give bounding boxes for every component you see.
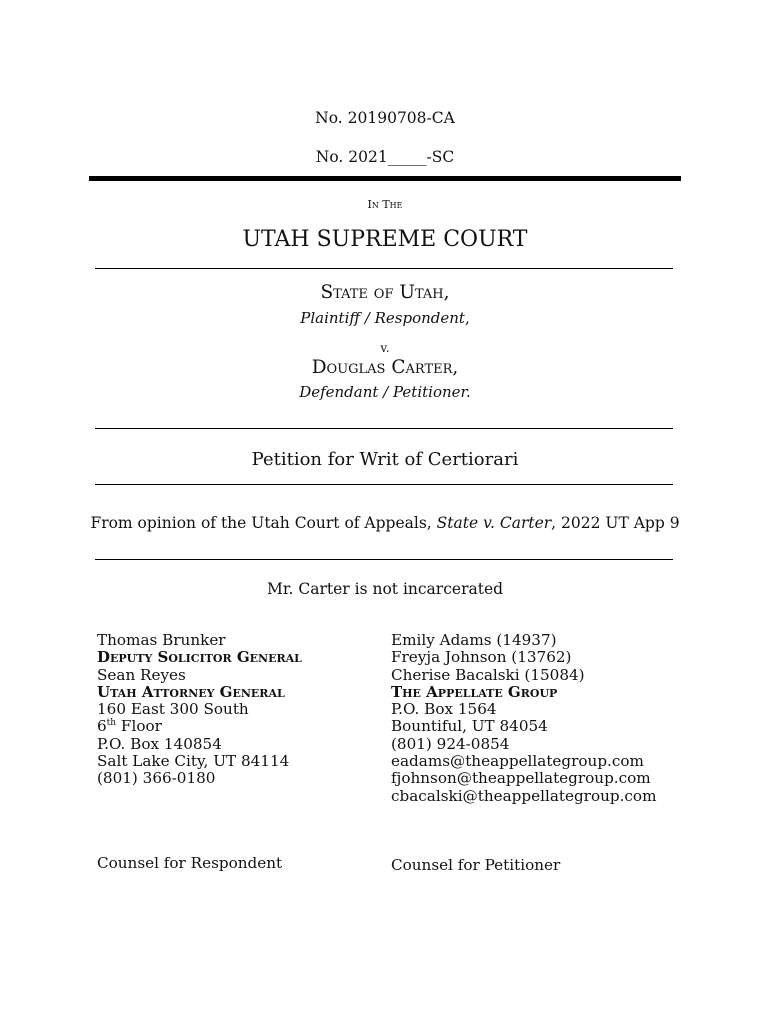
- floor-number: 6: [97, 717, 107, 736]
- petitioner-email-3: cbacalski@theappellategroup.com: [391, 786, 657, 805]
- petitioner-address-1: P.O. Box 1564: [391, 700, 497, 719]
- respondent-title-1: Deputy Solicitor General: [97, 648, 302, 667]
- origin-prefix: From opinion of the Utah Court of Appeals,: [90, 514, 437, 532]
- origin-line: [0, 514, 770, 532]
- appeals-case-number: [0, 109, 770, 127]
- plaintiff-role-text: Plaintiff / Respondent: [300, 309, 465, 327]
- defendant-name: Douglas Carter,: [311, 357, 459, 378]
- respondent-address-floor: [97, 718, 302, 735]
- petitioner-counsel-block: [391, 632, 656, 805]
- plaintiff-role: [0, 309, 770, 327]
- court-name: UTAH SUPREME COURT: [242, 227, 528, 252]
- petitioner-city: Bountiful, UT 84054: [391, 717, 548, 736]
- origin-rule: [95, 559, 673, 560]
- respondent-address-box: P.O. Box 140854: [97, 734, 222, 753]
- in-the-label: In The: [367, 198, 403, 211]
- plaintiff-role-comma: ,: [464, 309, 470, 327]
- respondent-counsel-label: Counsel for Respondent: [97, 854, 283, 872]
- respondent-phone: (801) 366-0180: [97, 769, 216, 788]
- versus-label: v.: [380, 341, 390, 355]
- petitioner-phone: (801) 924-0854: [391, 734, 510, 753]
- parties-rule: [95, 428, 673, 429]
- petitioner-counsel-label: Counsel for Petitioner: [391, 856, 561, 874]
- floor-text: Floor: [116, 717, 162, 736]
- custody-status: Mr. Carter is not incarcerated: [266, 580, 504, 598]
- supreme-case-number-suffix: -SC: [426, 148, 455, 166]
- floor-superscript: th: [106, 718, 117, 729]
- respondent-address-1: 160 East 300 South: [97, 700, 249, 719]
- defendant-role: Defendant / Petitioner.: [299, 383, 471, 401]
- title-rule: [95, 484, 673, 485]
- respondent-attorney-2: Sean Reyes: [97, 665, 186, 684]
- petitioner-email-2: fjohnson@theappellategroup.com: [391, 769, 651, 788]
- origin-suffix: , 2022 UT App 9: [551, 514, 680, 532]
- plaintiff-name: State of Utah,: [320, 282, 450, 303]
- petitioner-attorney-3: Cherise Bacalski (15084): [391, 665, 585, 684]
- origin-case-cite: State v. Carter: [436, 514, 552, 532]
- respondent-city: Salt Lake City, UT 84114: [97, 752, 290, 771]
- supreme-case-number: [0, 148, 770, 166]
- petitioner-email-1: eadams@theappellategroup.com: [391, 752, 644, 771]
- respondent-attorney-1: Thomas Brunker: [97, 631, 226, 649]
- petitioner-firm: The Appellate Group: [391, 682, 558, 701]
- court-rule: [95, 268, 673, 269]
- petitioner-attorney-2: Freyja Johnson (13762): [391, 648, 572, 667]
- respondent-office: Utah Attorney General: [97, 682, 285, 701]
- petitioner-attorney-1: Emily Adams (14937): [391, 631, 557, 649]
- document-title: Petition for Writ of Certiorari: [251, 449, 519, 470]
- supreme-case-number-blank: _____: [387, 148, 427, 166]
- appeals-case-number-text: No. 20190708-CA: [315, 109, 455, 127]
- header-thick-rule: [89, 176, 681, 181]
- respondent-counsel-block: [97, 632, 302, 788]
- supreme-case-number-prefix: No. 2021: [315, 148, 388, 166]
